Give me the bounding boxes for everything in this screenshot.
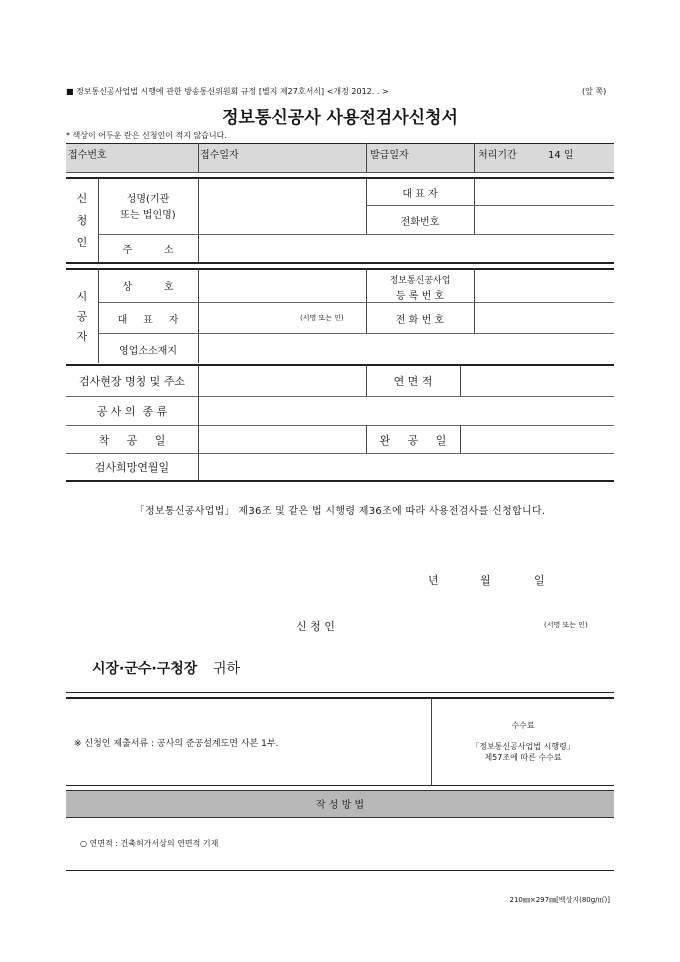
applicant-rep-label: 대 표 자	[402, 188, 438, 200]
desired-inspection-date-label: 검사희망연월일	[94, 461, 170, 474]
floor-area-label: 연 면 적	[393, 375, 433, 388]
instruction-item: ○ 연면적 : 건축허가서상의 연면적 기재	[80, 839, 219, 848]
applicant-section-char-1: 신	[76, 192, 88, 205]
contractor-rep-label: 대 표 자	[117, 314, 179, 326]
contractor-section-char-3: 자	[76, 330, 88, 343]
office-address-label: 영업소소재지	[119, 345, 177, 357]
applicant-address-label: 주 소	[122, 244, 174, 256]
instructions-title: 작 성 방 법	[315, 800, 365, 811]
form-title: 정보통신공사 사용전검사신청서	[222, 108, 458, 128]
date-day-label: 일	[534, 574, 545, 587]
applicant-section-char-2: 청	[76, 214, 88, 227]
issue-date-label: 발급일자	[370, 149, 409, 161]
signer-label: 신 청 인	[296, 620, 335, 633]
contractor-reg-label-1: 정보통신공사업	[389, 275, 451, 286]
processing-period-label: 처리기간	[478, 149, 517, 161]
date-month-label: 월	[480, 574, 491, 587]
work-type-label: 공 사 의 종 류	[96, 405, 168, 418]
page-side: (앞 쪽)	[582, 87, 607, 96]
contractor-sign-hint: (서명 또는 인)	[300, 314, 344, 322]
start-date-label: 착 공 일	[98, 433, 166, 447]
contractor-reg-label-2: 등 록 번 호	[395, 290, 445, 302]
applicant-section-char-3: 인	[76, 236, 88, 249]
trade-name-label: 상 호	[122, 281, 174, 293]
shaded-note: * 색상이 어두운 란은 신청인이 적지 않습니다.	[66, 131, 227, 140]
site-name-address-label: 검사현장 명칭 및 주소	[78, 375, 186, 388]
fee-text-2: 제57조에 따른 수수료	[484, 753, 562, 762]
receipt-number-label: 접수번호	[68, 149, 107, 161]
finish-date-label: 완 공 일	[379, 433, 447, 447]
applicant-name-label-2: 또는 법인명)	[120, 209, 176, 221]
required-documents: ※ 신청인 제출서류 : 공사의 준공설계도면 사본 1부.	[74, 739, 279, 749]
date-year-label: 년	[428, 574, 439, 587]
contractor-section-char-2: 공	[76, 310, 88, 323]
signer-sign-hint: (서명 또는 인)	[544, 621, 588, 629]
application-statement: 「정보통신공사업법」 제36조 및 같은 법 시행령 제36조에 따라 사용전검사를 신청합니다.	[134, 506, 546, 517]
processing-period-value: 14 일	[548, 149, 574, 161]
contractor-section-char-1: 시	[76, 290, 88, 303]
addressee-suffix: 귀하	[213, 661, 241, 677]
fee-label: 수수료	[511, 721, 535, 730]
paper-spec: 210㎜×297㎜[백상지(80g/㎡)]	[509, 896, 610, 904]
addressee: 시장·군수·구청장	[92, 661, 198, 677]
receipt-date-label: 접수일자	[200, 149, 239, 161]
contractor-phone-label: 전 화 번 호	[395, 314, 445, 326]
applicant-name-label-1: 성명(기관	[126, 193, 170, 205]
fee-text-1: 「정보통신공사업법 시행령」	[471, 742, 575, 751]
receipt-bar	[66, 143, 614, 173]
applicant-phone-label: 전화번호	[400, 216, 440, 228]
regulation-text: ■ 정보통신공사업법 시행에 관한 방송통신위원회 규정 [별지 제27호서식] <개정 2012. . >	[66, 87, 389, 96]
